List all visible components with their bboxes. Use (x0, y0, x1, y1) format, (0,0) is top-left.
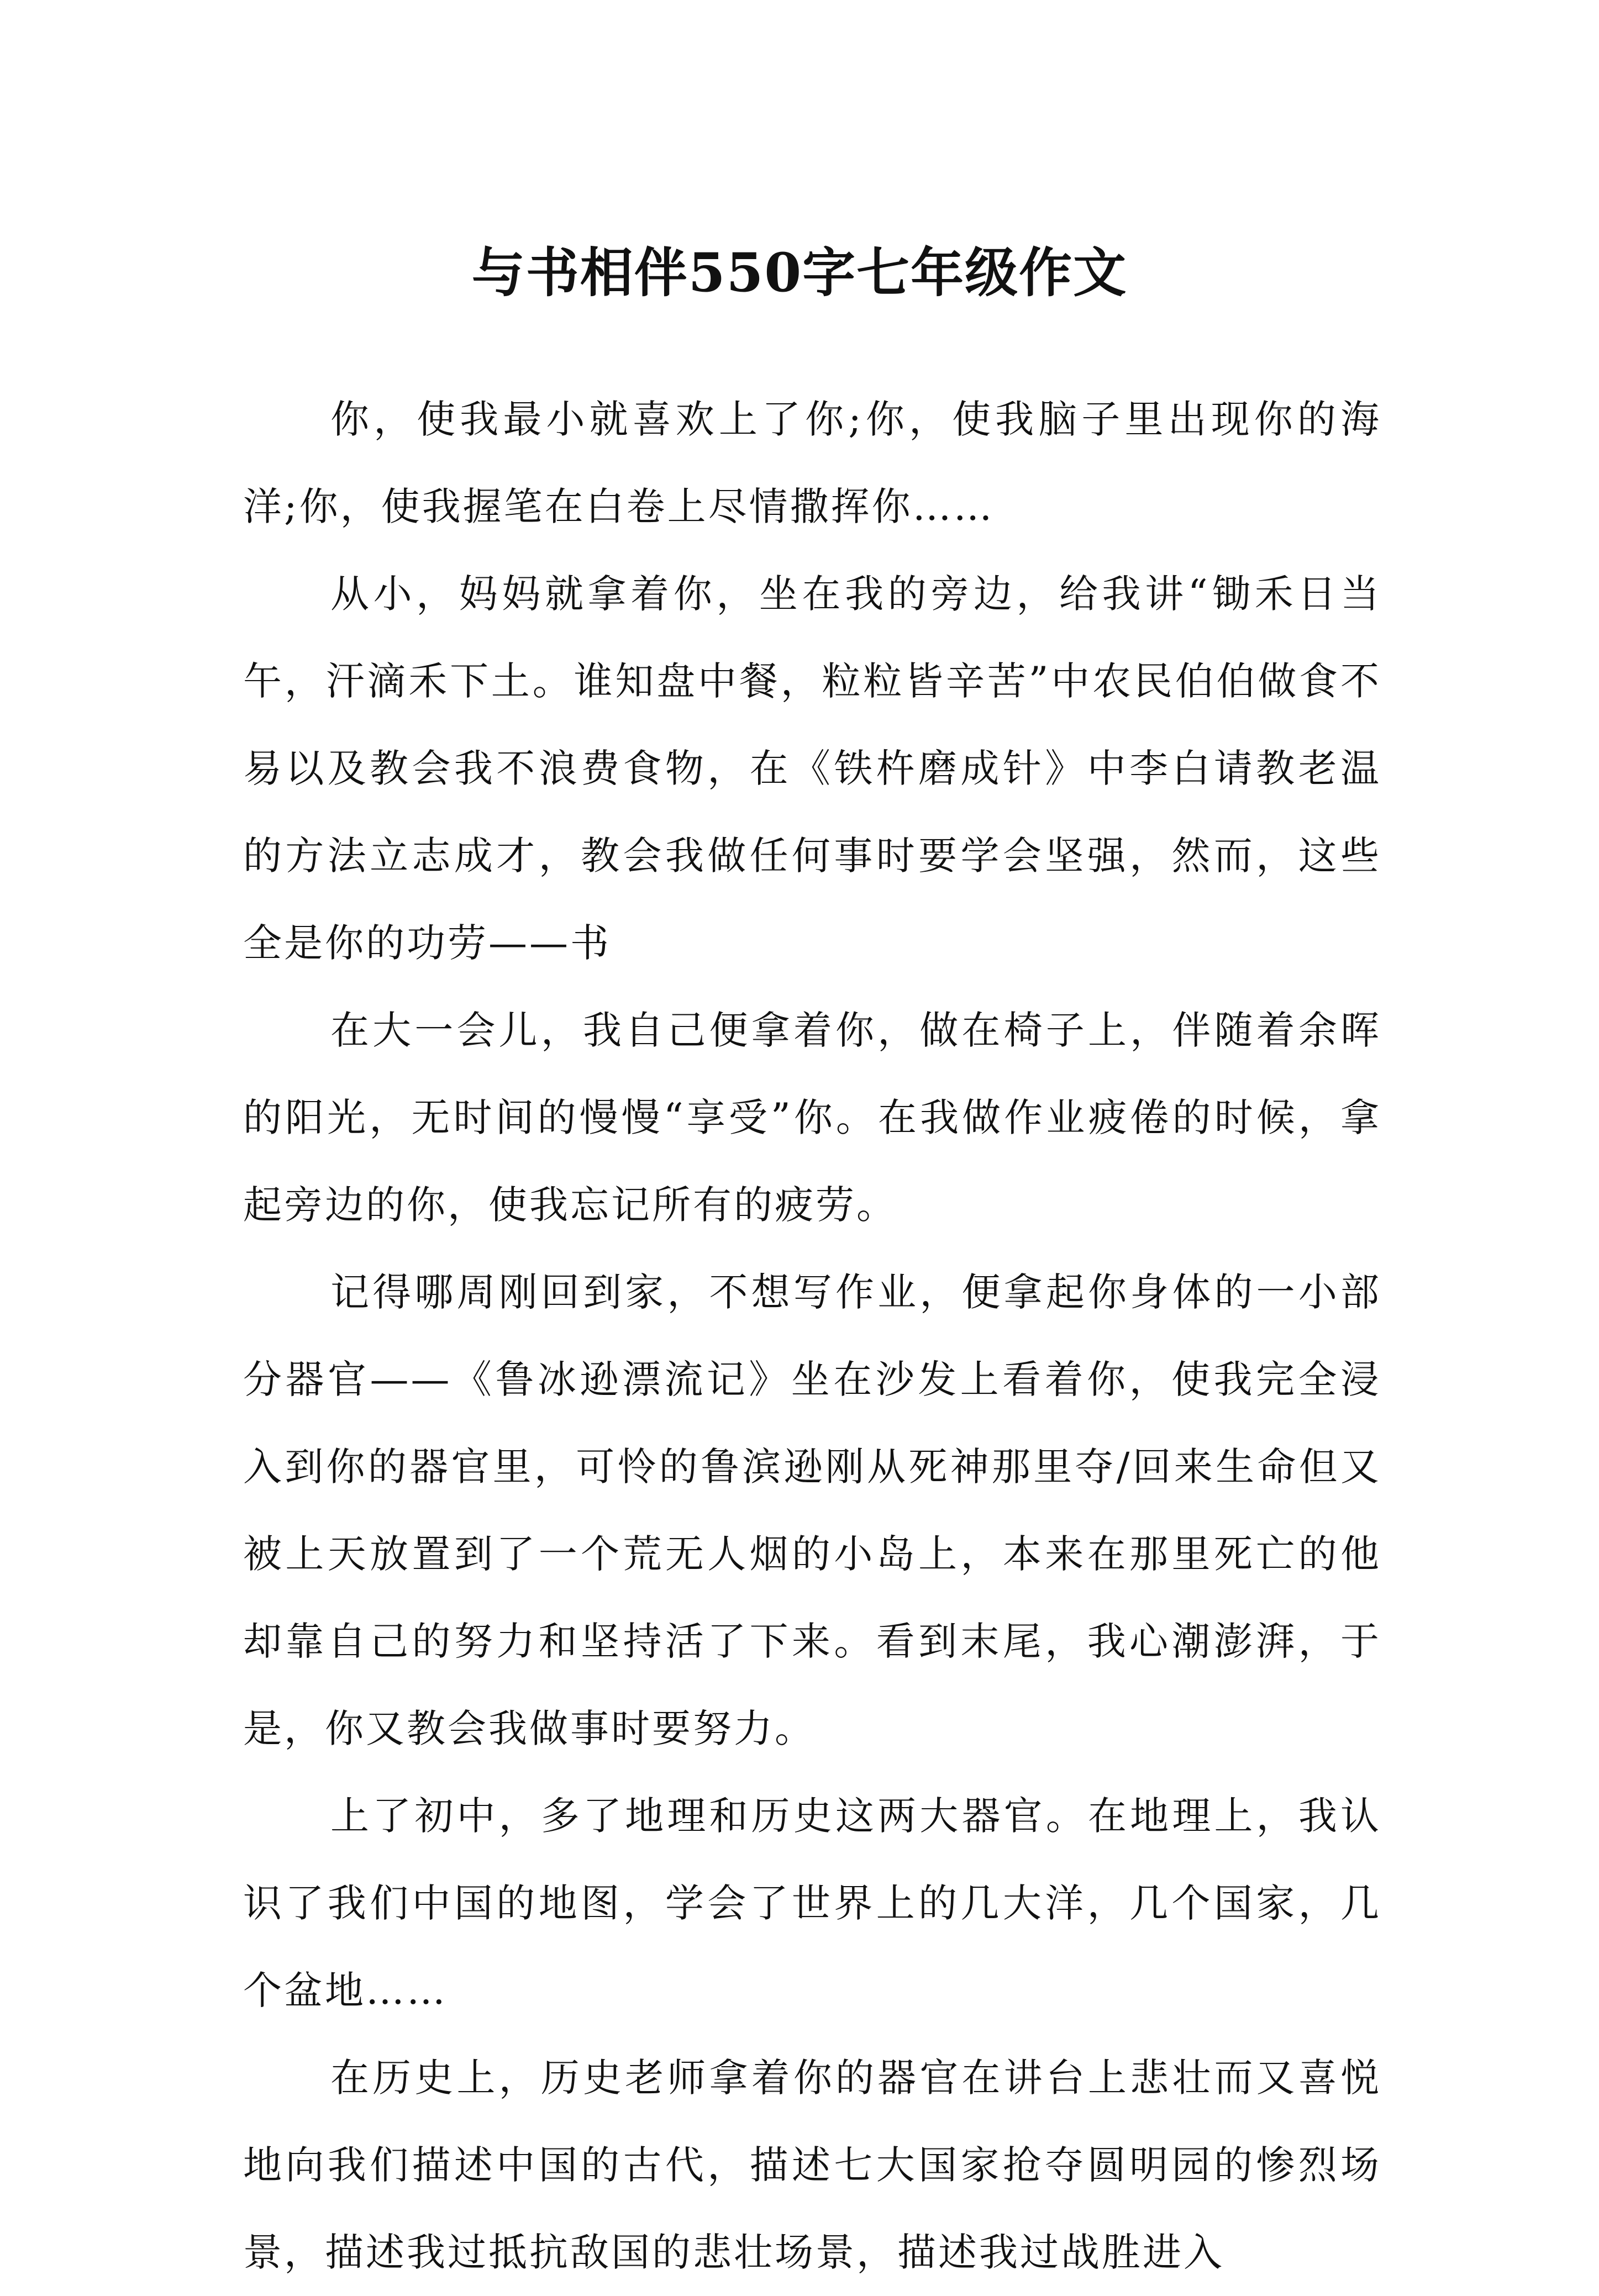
paragraph: 记得哪周刚回到家，不想写作业，便拿起你身体的一小部分器官——《鲁冰逊漂流记》坐在沙发上看着你，使我完全浸入到你的器官里，可怜的鲁滨逊刚从死神那里夺/回来生命但又被上天放置到了一个荒无人烟的小岛上，本来在那里死亡的他却靠自己的努力和坚持活了下来。看到末尾，我心潮澎湃，于是，你又教会我做事时要努力。 (243, 1270, 1381, 1751)
paragraph: 上了初中，多了地理和历史这两大器官。在地理上，我认识了我们中国的地图，学会了世界上的几大洋，几个国家，几个盆地…… (243, 1793, 1381, 2013)
paragraph: 在大一会儿，我自己便拿着你，做在椅子上，伴随着余晖的阳光，无时间的慢慢“享受”你。在我做作业疲倦的时候，拿起旁边的你，使我忘记所有的疲劳。 (243, 1008, 1381, 1228)
document-title: 与书相伴550字七年级作文 (471, 241, 1128, 304)
paragraph: 在历史上，历史老师拿着你的器官在讲台上悲壮而又喜悦地向我们描述中国的古代，描述七大国家抢夺圆明园的惨烈场景，描述我过抵抗敌国的悲壮场景，描述我过战胜进入 (243, 2055, 1381, 2275)
document-body (243, 376, 1381, 2296)
paragraph: 你，使我最小就喜欢上了你;你，使我脑子里出现你的海洋;你，使我握笔在白卷上尽情撒挥你…… (243, 397, 1381, 529)
paragraph: 从小，妈妈就拿着你，坐在我的旁边，给我讲“锄禾日当午，汗滴禾下土。谁知盘中餐，粒粒皆辛苦”中农民伯伯做食不易以及教会我不浪费食物，在《铁杵磨成针》中李白请教老温的方法立志成才，教会我做任何事时要学会坚强，然而，这些全是你的功劳——书 (243, 571, 1381, 966)
